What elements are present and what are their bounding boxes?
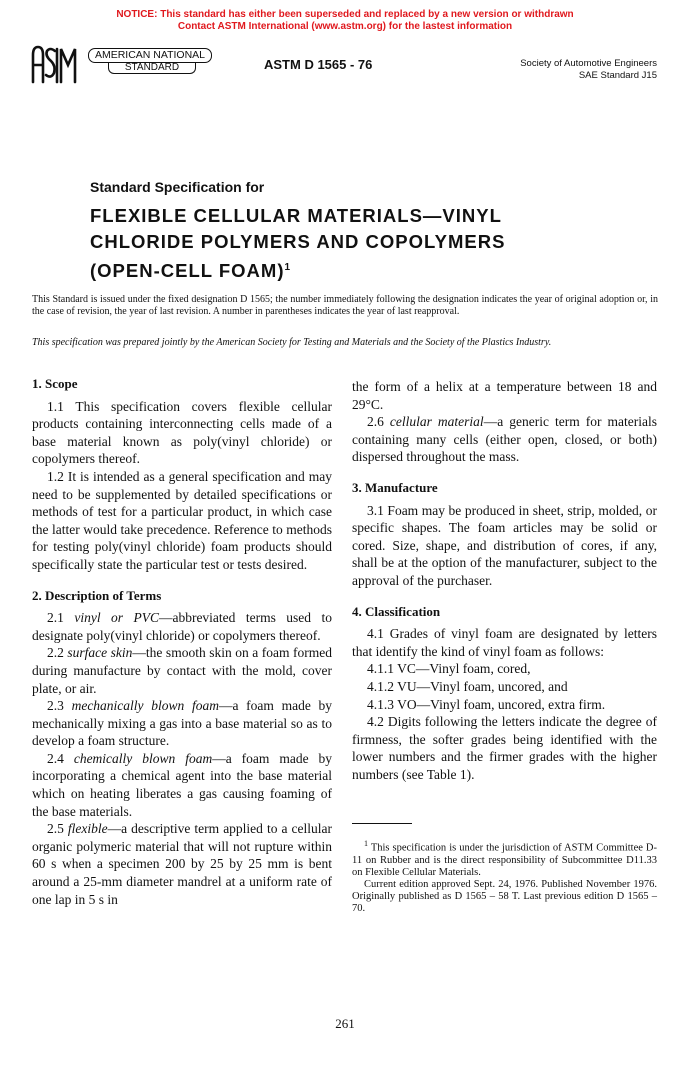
- title-line-1: FLEXIBLE CELLULAR MATERIALS—VINYL: [90, 205, 502, 226]
- sae-line-2: SAE Standard J15: [578, 70, 657, 81]
- scope-p1: 1.1 This specification covers flexible cellular products containing interconnecting cells made of a base material known as poly(vinyl chloride) or copolymers thereof.: [32, 398, 332, 467]
- classification-item-vc: 4.1.1 VC—Vinyl foam, cored,: [367, 661, 531, 677]
- classification-item-vo: 4.1.3 VO—Vinyl foam, uncored, extra firm.: [367, 696, 606, 712]
- term-2-5: 2.5 flexible—a descriptive term applied to a cellular organic polymeric material that will not rupture within 60 s when a specimen 200 by 25 by 25 mm is bent around a 25-mm diameter mandrel at a uniform rate of one lap in 5 s in: [32, 821, 332, 907]
- title-line-3: (OPEN-CELL FOAM)$^1$: [90, 260, 291, 282]
- left-column: [32, 375, 332, 908]
- footnote-divider: [352, 823, 412, 824]
- right-column: [352, 378, 657, 915]
- american-national-standard-badge: [88, 48, 212, 74]
- term-2-1: 2.1 vinyl or PVC—abbreviated terms used to designate poly(vinyl chloride) or copolymers thereof.: [32, 610, 332, 643]
- classification-item-vu: 4.1.2 VU—Vinyl foam, uncored, and: [367, 678, 568, 694]
- prepared-note: This specification was prepared jointly by the American Society for Testing and Materials and the Society of the Plastics Industry.: [32, 337, 552, 348]
- term-2-3: 2.3 mechanically blown foam—a foam made by mechanically mixing a gas into a base material so as to develop a foam structure.: [32, 698, 333, 749]
- sae-reference: [520, 58, 657, 82]
- notice-line-2: Contact ASTM International (www.astm.org) for the lastest information: [177, 21, 513, 32]
- section-manufacture-heading: 3. Manufacture: [352, 479, 438, 495]
- scope-p2: 1.2 It is intended as a general specification and may need to be supplemented by detailed specifications or methods of test for a particular product, in which case the latter would take precedence. Reference to methods for testing poly(vinyl chloride) foam products should specifically state the particular test or tests desired.: [32, 468, 332, 572]
- term-2-5-continued: the form of a helix at a temperature between 18 and 29°C.: [352, 379, 657, 412]
- title-line-2: CHLORIDE POLYMERS AND COPOLYMERS: [90, 231, 506, 252]
- sae-line-1: Society of Automotive Engineers: [520, 58, 657, 69]
- issuance-note: This Standard is issued under the fixed designation D 1565; the number immediately following the designation indicates the year of original adoption or, in the case of revision, the year of last revision. A number in parentheses indicates the year of last reapproval.: [32, 294, 658, 317]
- notice-line-1: NOTICE: This standard has either been superseded and replaced by a new version or withdrawn: [116, 9, 574, 20]
- document-title: [90, 203, 505, 284]
- ans-badge-line-2: STANDARD: [108, 62, 196, 74]
- term-2-4: 2.4 chemically blown foam—a foam made by incorporating a chemical agent into the base material which on heating liberates a gas causing foaming of the base materials.: [32, 750, 333, 819]
- classification-p1: 4.1 Grades of vinyl foam are designated by letters that identify the kind of vinyl foam as follows:: [352, 626, 657, 659]
- astm-logo-icon: [30, 43, 80, 85]
- section-classification-heading: 4. Classification: [352, 603, 441, 619]
- standard-designation: ASTM D 1565 - 76: [264, 57, 373, 72]
- footnote-1: $^1$ This specification is under the jurisdiction of ASTM Committee D-11 on Rubber and is the direct responsibility of Subcommittee D11.33 on Flexible Cellular Materials.: [352, 839, 657, 878]
- section-terms-heading: 2. Description of Terms: [32, 587, 162, 603]
- footnote-1-edition: Current edition approved Sept. 24, 1976. Published November 1976. Originally published as D 1565 – 58 T. Last previous edition D 1565 – 70.: [352, 878, 657, 914]
- section-scope-heading: 1. Scope: [32, 376, 78, 391]
- ans-badge-line-1: AMERICAN NATIONAL: [88, 48, 212, 63]
- manufacture-p1: 3.1 Foam may be produced in sheet, strip, molded, or specific shapes. The foam articles may be solid or cored. Size, shape, and distribution of cores, if any, shall be at the option of the manufacturer, subject to the approval of the purchaser.: [352, 502, 657, 588]
- term-2-2: 2.2 surface skin—the smooth skin on a foam formed during manufacture by contact with the mold, cover plate, or air.: [32, 645, 333, 696]
- title-footnote-mark: 1: [284, 262, 291, 273]
- page-number: 261: [335, 1016, 355, 1031]
- title-prefix: Standard Specification for: [90, 179, 265, 195]
- term-2-6: 2.6 cellular material—a generic term for materials containing many cells (either open, closed, or both) dispersed throughout the mass.: [352, 414, 657, 465]
- classification-p2: 4.2 Digits following the letters indicate the degree of firmness, the softer grades being identified with the lower numbers and the firmer grades with the higher numbers (see Table 1).: [352, 714, 657, 782]
